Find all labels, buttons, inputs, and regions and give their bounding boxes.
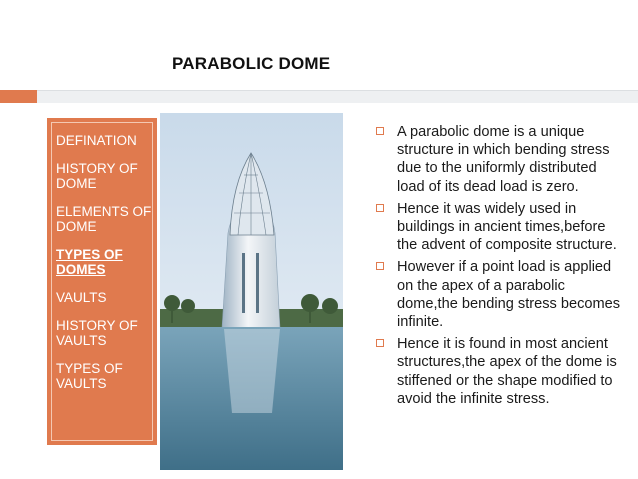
hollow-square-bullet-icon [376,262,384,270]
sidebar-item-elements-of-dome[interactable]: ELEMENTS OF DOME [56,204,152,234]
sidebar-item-history-of-vaults[interactable]: HISTORY OF VAULTS [56,318,138,348]
parabolic-dome-photo [160,113,343,470]
sidebar-panel [47,118,157,445]
sidebar-item-vaults[interactable]: VAULTS [56,290,107,305]
sidebar-item-defination[interactable]: DEFINATION [56,133,137,148]
header-accent-bar [0,90,37,103]
tower-reflection [224,329,280,413]
sidebar-item-history-of-dome[interactable]: HISTORY OF DOME [56,161,138,191]
list-item [375,123,625,196]
header-rule [37,90,638,103]
list-item [375,335,625,408]
list-item [375,200,625,255]
hollow-square-bullet-icon [376,127,384,135]
bullet-text: However if a point load is applied on the apex of a parabolic dome,the bending stress becomes infinite. [397,259,621,331]
list-item [375,258,625,331]
bullet-text: Hence it was widely used in buildings in ancient times,before the advent of composite structure. [397,200,617,254]
sidebar-nav [51,122,153,441]
bullet-text: Hence it is found in most ancient structures,the apex of the dome is stiffened or the shape modified to avoid the infinite stress. [397,336,617,407]
hollow-square-bullet-icon [376,339,384,347]
hollow-square-bullet-icon [376,204,384,212]
slide-title: PARABOLIC DOME [172,54,331,73]
sidebar-item-types-of-domes[interactable]: TYPES OF DOMES [56,247,123,277]
bullet-list [375,123,625,479]
sidebar-item-types-of-vaults[interactable]: TYPES OF VAULTS [56,361,123,391]
bullet-text: A parabolic dome is a unique structure in which bending stress due to the uniformly distributed load of its dead load is zero. [397,124,610,195]
